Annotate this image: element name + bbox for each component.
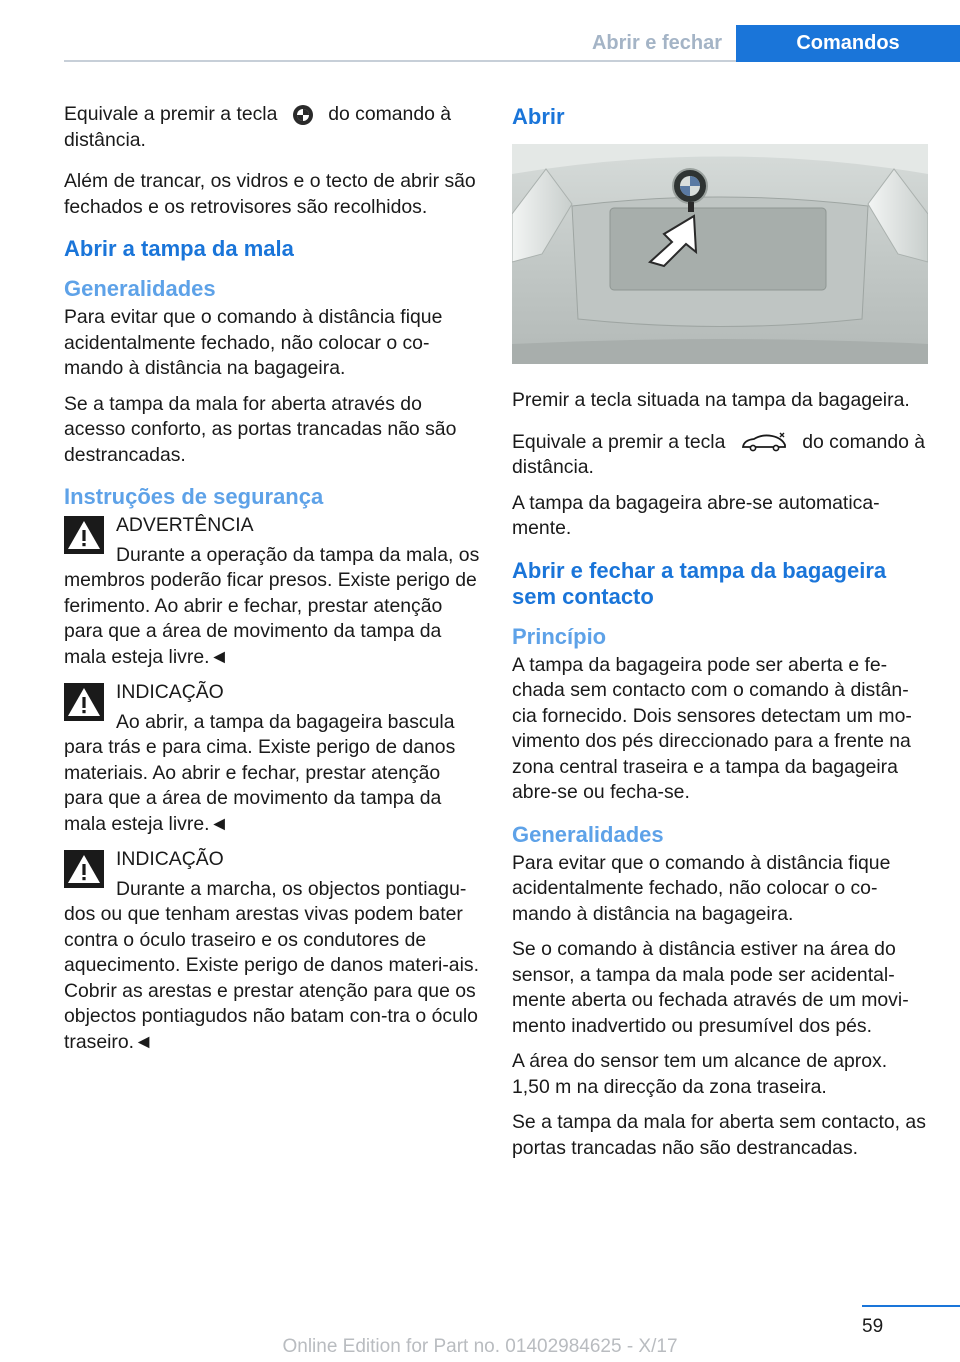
page-number: 59 — [862, 1316, 884, 1337]
warning-title: ADVERTÊNCIA — [116, 514, 254, 536]
paragraph-comfort-access: Se a tampa da mala for aberta através do acesso conforto, as portas trancadas não são destrancadas. — [64, 392, 457, 466]
notice-first-line: Ao abrir, a tampa da bagageira bascula — [116, 710, 455, 733]
notice-text: dos ou que tenham arestas vivas podem bater contra o óculo traseiro e os condutores de aquecimento. Existe perigo de danos materi-ais. Cobrir as arestas e prestar atenção para que os objectos pontiagudos não batam con-tra o óculo traseiro.◄ — [64, 903, 479, 1053]
notice-title: INDICAÇÃO — [116, 848, 224, 870]
warning-triangle-icon — [64, 850, 104, 888]
heading-general: Generalidades — [64, 276, 216, 301]
paragraph-sensor-range: A área do sensor tem um alcance de aprox. 1,50 m na direcção da zona traseira. — [512, 1050, 888, 1098]
warning-block — [64, 513, 482, 670]
header-active-tab[interactable]: Comandos — [736, 25, 960, 62]
notice-block — [64, 680, 482, 837]
paragraph-press-trunk-button: Premir a tecla situada na tampa da bagageira. — [512, 389, 910, 411]
left-column — [64, 102, 482, 1065]
notice-first-line: Durante a marcha, os objectos pontiagu- — [116, 877, 467, 900]
right-column — [512, 102, 930, 1171]
heading-principle: Princípio — [512, 623, 607, 649]
heading-open: Abrir — [512, 104, 565, 129]
paragraph-remote-in-trunk: Para evitar que o comando à distância fique acidentalmente fechado, não colocar o co-mando à distância na bagageira. — [64, 306, 443, 379]
paragraph-equivalent-key: Equivale a premir a tecla do comando à distância. — [512, 430, 926, 478]
notice-block — [64, 847, 482, 1055]
paragraph-doors-stay-locked: Se a tampa da mala for aberta sem contacto, as portas trancadas não são destrancadas. — [512, 1111, 926, 1159]
bmw-lock-button-icon — [292, 104, 314, 126]
header-section-tab[interactable]: Abrir e fechar — [591, 32, 723, 54]
warning-text: membros poderão ficar presos. Existe perigo de ferimento. Ao abrir e fechar, prestar atenção para que a área de movimento da tampa da mala esteja livre.◄ — [64, 569, 477, 668]
footer-edition: Online Edition for Part no. 01402984625 - X/17 — [282, 1336, 678, 1357]
heading-safety: Instruções de segurança — [64, 484, 324, 509]
trunk-button-photo — [512, 144, 928, 364]
paragraph-sensor-area: Se o comando à distância estiver na área do sensor, a tampa da mala pode ser acidental-mente aberta ou fechada através de um movi-mento inadvertido ou presumível dos pés. — [512, 938, 909, 1037]
notice-text: para trás e para cima. Existe perigo de danos materiais. Ao abrir e fechar, prestar atenção para que a área de movimento da tampa da mala esteja livre.◄ — [64, 736, 456, 835]
paragraph-equivalent-key: Equivale a premir a tecla do comando à distância. — [64, 103, 452, 151]
paragraph-remote-in-trunk: Para evitar que o comando à distância fique acidentalmente fechado, não colocar o co-mando à distância na bagageira. — [512, 851, 891, 925]
warning-triangle-icon — [64, 516, 104, 554]
heading-general: Generalidades — [512, 821, 664, 847]
notice-title: INDICAÇÃO — [116, 681, 224, 703]
warning-triangle-icon — [64, 683, 104, 721]
car-trunk-button-icon — [740, 431, 788, 453]
warning-first-line: Durante a operação da tampa da mala, os — [116, 543, 480, 566]
paragraph-principle: A tampa da bagageira pode ser aberta e fe-chada sem contacto com o comando à distân-cia fornecido. Dois sensores detectam um mo-vimento dos pés direccionado para a frente na zona central traseira e a tampa da bagageira abre-se ou fecha-se. — [512, 653, 912, 803]
paragraph-opens-automatically: A tampa da bagageira abre-se automatica-mente. — [512, 491, 880, 539]
heading-open-trunk: Abrir a tampa da mala — [64, 236, 294, 261]
heading-contactless: Abrir e fechar a tampa da bagageira sem contacto — [512, 557, 887, 609]
footer-rule — [862, 1305, 960, 1307]
paragraph-lock-effects: Além de trancar, os vidros e o tecto de abrir são fechados e os retrovisores são recolhidos. — [64, 170, 476, 218]
